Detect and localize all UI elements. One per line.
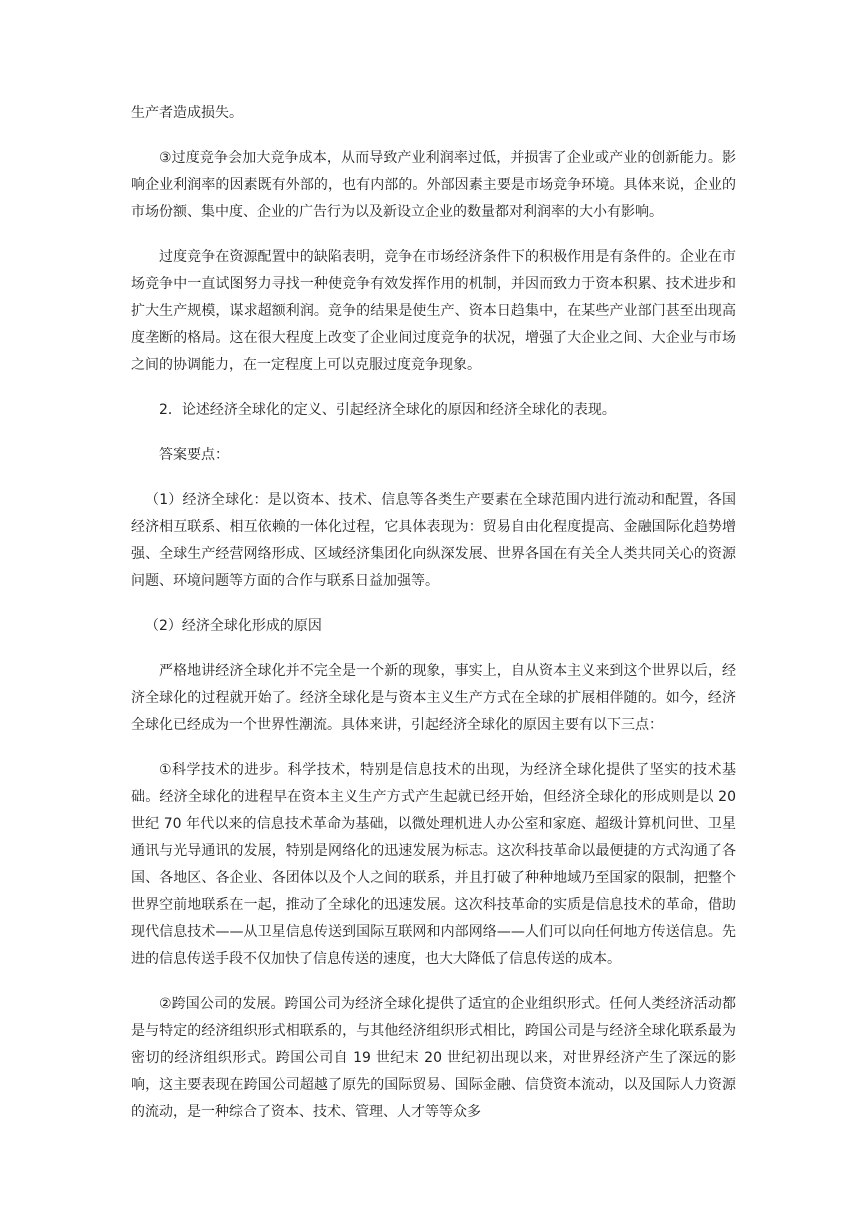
paragraph-competition-defects: 过度竞争在资源配置中的缺陷表明，竞争在市场经济条件下的积极作用是有条件的。企业在市场竞争中一直试图努力寻找一种使竞争有效发挥作用的机制，并因而致力于资本积累、技术进步和扩大生产规模，谋求超额利润。竞争的结果是使生产、资本日趋集中，在某些产业部门甚至出现高度垄断的格局。这在很大程度上改变了企业间过度竞争的状况，增强了大企业之间、大企业与市场之间的协调能力，在一定程度上可以克服过度竞争现象。 (131, 249, 736, 373)
paragraph-multinationals: ②跨国公司的发展。跨国公司为经济全球化提供了适宜的企业组织形式。任何人类经济活动都是与特定的经济组织形式相联系的，与其他经济组织形式相比，跨国公司是与经济全球化联系最为密切的经济组织形式。跨国公司自 19 世纪末 20 世纪初出现以来，对世界经济产生了深远的影响，这主要表现在跨国公司超越了原先的国际贸易、国际金融、信贷资本流动，以及国际人力资源的流动，是一种综合了资本、技术、管理、人才等等众多 (131, 996, 736, 1120)
paragraph-definition: （1）经济全球化：是以资本、技术、信息等各类生产要素在全球范围内进行流动和配置，各国经济相互联系、相互依赖的一体化过程，它具体表现为：贸易自由化程度提高、金融国际化趋势增强、全球生产经营网络形成、区域经济集团化向纵深发展、世界各国在有关全人类共同关心的资源问题、环境问题等方面的合作与联系日益加强等。 (131, 492, 736, 589)
paragraph-continuation: 生产者造成损失。 (131, 105, 243, 121)
subheading-causes: （2）经济全球化形成的原因 (145, 618, 322, 634)
paragraph-competition-cost: ③过度竞争会加大竞争成本，从而导致产业利润率过低，并损害了企业或产业的创新能力。影响企业利润率的因素既有外部的，也有内部的。外部因素主要是市场竞争环境。具体来说，企业的市场份额、集中度、企业的广告行为以及新设立企业的数量都对利润率的大小有影响。 (131, 150, 736, 220)
answer-label: 答案要点： (159, 447, 229, 463)
paragraph-technology: ①科学技术的进步。科学技术，特别是信息技术的出现，为经济全球化提供了坚实的技术基础。经济全球化的进程早在资本主义生产方式产生起就已经开始，但经济全球化的形成则是以 20 世纪 70 年代以来的信息技术革命为基础，以微处理机进人办公室和家庭、超级计算机问世、卫星通讯与光导通讯的发展，特别是网络化的迅速发展为标志。这次科技革命以最便捷的方式沟通了各国、各地区、各企业、各团体以及个人之间的联系，并且打破了种种地域乃至国家的限制，把整个世界空前地联系在一起，推动了全球化的迅速发展。这次科技革命的实质是信息技术的革命，借助现代信息技术——从卫星信息传送到国际互联网和内部网络——人们可以向任何地方传送信息。先进的信息传送手段不仅加快了信息传送的速度，也大大降低了信息传送的成本。 (131, 762, 736, 967)
document-body (131, 100, 736, 1144)
question-heading: 2．论述经济全球化的定义、引起经济全球化的原因和经济全球化的表现。 (159, 402, 616, 418)
paragraph-causes-intro: 严格地讲经济全球化并不完全是一个新的现象，事实上，自从资本主义来到这个世界以后，经济全球化的过程就开始了。经济全球化是与资本主义生产方式在全球的扩展相伴随的。如今，经济全球化已经成为一个世界性潮流。具体来讲，引起经济全球化的原因主要有以下三点： (131, 663, 736, 733)
